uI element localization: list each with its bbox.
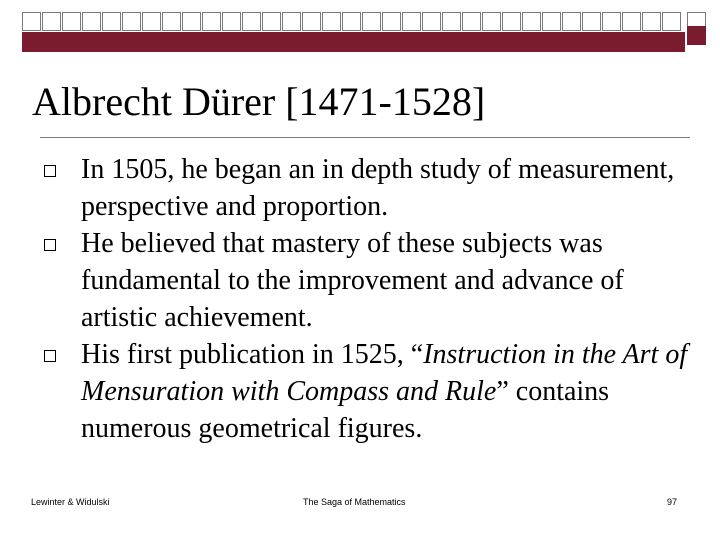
- decorative-square: [22, 12, 41, 31]
- decorative-square: [242, 12, 261, 31]
- decorative-square: [687, 26, 706, 45]
- bullet-text: [81, 339, 687, 444]
- page-number: 97: [667, 497, 678, 507]
- text-segment: In 1505, he began an in depth study of measurement, perspective and proportion.: [81, 154, 675, 222]
- title-divider: [40, 137, 690, 138]
- text-segment: ” contains numerous geometrical figures.: [81, 376, 610, 444]
- decorative-square: [342, 12, 361, 31]
- decorative-square: [302, 12, 321, 31]
- decorative-square: [602, 12, 621, 31]
- decorative-square: [82, 12, 101, 31]
- header-decoration: [22, 12, 685, 40]
- bullet-item: [40, 151, 700, 225]
- decorative-square: [502, 12, 521, 31]
- decorative-square: [522, 12, 541, 31]
- decorative-square: [402, 12, 421, 31]
- decorative-square: [322, 12, 341, 31]
- decorative-square: [382, 12, 401, 31]
- decorative-square: [222, 12, 241, 31]
- decorative-square: [442, 12, 461, 31]
- bullet-list: [40, 151, 700, 447]
- footer-title: The Saga of Mathematics: [303, 497, 406, 507]
- decorative-square: [262, 12, 281, 31]
- decorative-square: [422, 12, 441, 31]
- decorative-square: [282, 12, 301, 31]
- decorative-square: [482, 12, 501, 31]
- text-segment: He believed that mastery of these subjects was fundamental to the improvement and advance of artistic achievement.: [81, 228, 624, 333]
- decorative-square: [662, 12, 681, 31]
- decorative-square: [142, 12, 161, 31]
- decorative-square: [642, 12, 661, 31]
- decorative-square: [542, 12, 561, 31]
- decorative-square: [122, 12, 141, 31]
- book-title: Instruction in the Art of Mensuration with Compass and Rule: [81, 339, 688, 407]
- decorative-square: [182, 12, 201, 31]
- decorative-square: [362, 12, 381, 31]
- decorative-square: [162, 12, 181, 31]
- hollow-square-icon: [44, 350, 56, 362]
- bullet-item: [40, 336, 700, 447]
- decorative-square: [102, 12, 121, 31]
- text-segment: His first publication in 1525, “: [81, 339, 424, 370]
- decorative-square: [562, 12, 581, 31]
- slide-title: Albrecht Dürer [1471-1528]: [32, 79, 486, 124]
- footer-authors: Lewinter & Widulski: [31, 497, 110, 507]
- hollow-square-icon: [44, 239, 56, 251]
- bullet-item: [40, 225, 700, 336]
- accent-bar: [22, 32, 685, 52]
- decorative-square: [202, 12, 221, 31]
- bullet-text: [81, 154, 674, 222]
- decorative-square: [62, 12, 81, 31]
- bullet-text: [81, 228, 624, 333]
- decorative-square: [622, 12, 641, 31]
- decorative-square: [582, 12, 601, 31]
- decorative-square: [42, 12, 61, 31]
- decorative-square: [462, 12, 481, 31]
- decorative-squares: [22, 12, 682, 32]
- hollow-square-icon: [44, 165, 56, 177]
